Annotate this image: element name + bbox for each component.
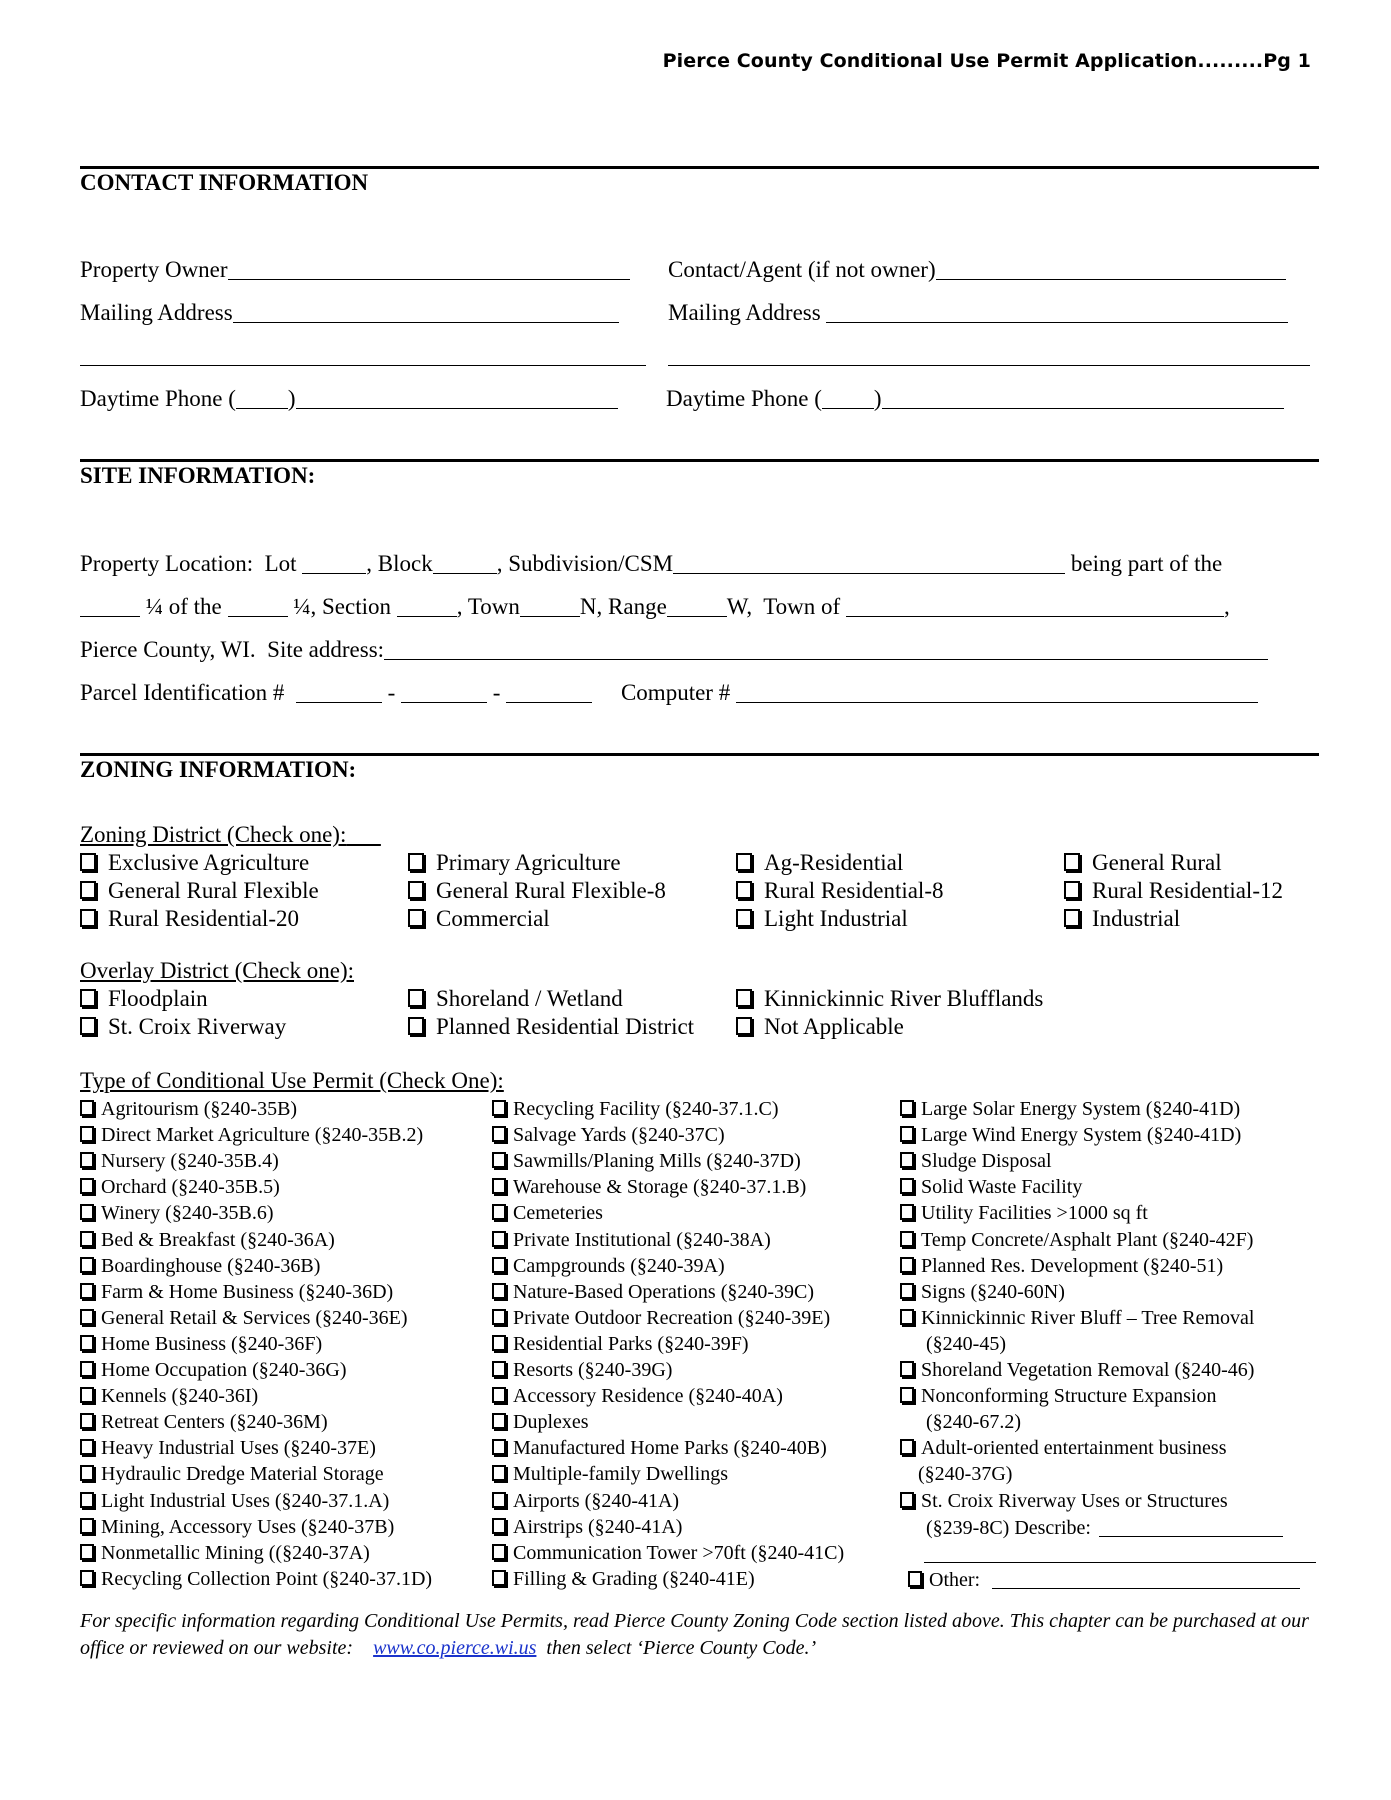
option-label: Campgrounds (§240-39A) bbox=[513, 1254, 725, 1277]
checkbox-icon[interactable] bbox=[80, 1570, 94, 1586]
cup-type-option[interactable] bbox=[492, 1307, 830, 1330]
overlay-district-option[interactable] bbox=[408, 986, 623, 1012]
property-location-row: Property Location: Lot , Block , Subdivision/CSM being part of the bbox=[80, 551, 1223, 576]
other-input[interactable] bbox=[992, 1568, 1300, 1589]
parcel-id-part1-input[interactable] bbox=[296, 679, 382, 703]
property-owner-label: Property Owner bbox=[80, 257, 228, 282]
block-input[interactable] bbox=[433, 550, 497, 574]
cup-type-option[interactable] bbox=[908, 1568, 1300, 1592]
option-label: Home Business (§240-36F) bbox=[101, 1332, 323, 1355]
zoning-district-option[interactable] bbox=[736, 878, 944, 904]
area-code-right-input[interactable] bbox=[822, 385, 874, 409]
checkbox-icon[interactable] bbox=[736, 1017, 752, 1035]
checkbox-icon[interactable] bbox=[80, 1204, 94, 1220]
section-divider bbox=[80, 166, 1319, 169]
cup-type-option[interactable] bbox=[80, 1202, 274, 1225]
checkbox-icon[interactable] bbox=[80, 881, 96, 899]
footer-note: For specific information regarding Conditional Use Permits, read Pierce County Zoning Code section listed above. This chapter can be purchased at our office or reviewed on our website: www.co.pierce.wi.us then select ‘Pierce County Code.’ bbox=[80, 1610, 1309, 1659]
cup-type-option[interactable] bbox=[900, 1490, 1228, 1513]
cup-type-option[interactable] bbox=[80, 1307, 408, 1330]
cup-type-option[interactable] bbox=[900, 1307, 1255, 1330]
zoning-district-option[interactable] bbox=[408, 850, 621, 876]
option-label: Large Wind Energy System (§240-41D) bbox=[921, 1124, 1242, 1147]
overlay-district-label: Overlay District (Check one): bbox=[80, 958, 354, 983]
checkbox-icon[interactable] bbox=[80, 1126, 94, 1142]
cup-type-option[interactable] bbox=[492, 1124, 725, 1147]
mailing-address-left-input[interactable] bbox=[233, 299, 619, 323]
zoning-district-option[interactable] bbox=[1064, 906, 1180, 932]
cup-type-option[interactable] bbox=[900, 1255, 1223, 1278]
section-town-range-row: ¼ of the ¼, Section , Town N, Range W, Town of , bbox=[80, 593, 1230, 620]
daytime-phone-left-field[interactable]: Daytime Phone ( ) bbox=[80, 385, 618, 412]
checkbox-icon[interactable] bbox=[80, 1544, 94, 1560]
overlay-district-option[interactable] bbox=[736, 1014, 904, 1040]
checkbox-icon[interactable] bbox=[80, 1518, 94, 1534]
option-label: Ag-Residential bbox=[764, 850, 904, 875]
option-label: Not Applicable bbox=[764, 1014, 904, 1039]
cup-type-option[interactable] bbox=[900, 1124, 1241, 1147]
daytime-phone-right-input[interactable] bbox=[882, 385, 1284, 409]
option-label: Filling & Grading (§240-41E) bbox=[513, 1567, 755, 1590]
cup-type-option[interactable] bbox=[80, 1568, 432, 1591]
cup-type-option[interactable] bbox=[900, 1202, 1148, 1225]
cup-type-option[interactable] bbox=[900, 1229, 1253, 1252]
cup-type-option[interactable] bbox=[492, 1385, 783, 1408]
overlay-district-option[interactable] bbox=[80, 986, 208, 1012]
checkbox-icon[interactable] bbox=[900, 1231, 914, 1247]
option-label: Shoreland Vegetation Removal (§240-46) bbox=[921, 1359, 1255, 1381]
checkbox-icon[interactable] bbox=[80, 1257, 94, 1273]
checkbox-icon[interactable] bbox=[80, 1465, 94, 1481]
checkbox-icon[interactable] bbox=[492, 1283, 506, 1299]
property-owner-input[interactable] bbox=[228, 256, 630, 280]
cup-type-option[interactable] bbox=[80, 1516, 394, 1539]
describe-input-line2[interactable] bbox=[924, 1542, 1316, 1563]
option-label: St. Croix Riverway Uses or Structures bbox=[921, 1489, 1228, 1512]
describe-input[interactable] bbox=[1099, 1516, 1283, 1537]
town-input[interactable] bbox=[520, 593, 580, 617]
checkbox-icon[interactable] bbox=[492, 1204, 506, 1220]
checkbox-icon[interactable] bbox=[492, 1309, 506, 1325]
computer-number-input[interactable] bbox=[736, 679, 1258, 703]
range-input[interactable] bbox=[667, 593, 727, 617]
option-label: Bed & Breakfast (§240-36A) bbox=[101, 1228, 335, 1251]
mailing-address-left-field[interactable] bbox=[80, 299, 619, 326]
town-of-input[interactable] bbox=[846, 593, 1224, 617]
option-label: Airports (§240-41A) bbox=[513, 1489, 680, 1512]
option-label: Commercial bbox=[436, 906, 550, 931]
zoning-section-title: ZONING INFORMATION: bbox=[80, 757, 357, 782]
cup-type-option[interactable] bbox=[492, 1281, 814, 1304]
checkbox-icon[interactable] bbox=[80, 1100, 94, 1116]
zoning-district-option[interactable] bbox=[80, 878, 319, 904]
parcel-row: Parcel Identification # - - Computer # bbox=[80, 679, 1258, 706]
cup-type-option[interactable] bbox=[80, 1463, 384, 1486]
checkbox-icon[interactable] bbox=[900, 1283, 914, 1299]
checkbox-icon[interactable] bbox=[492, 1100, 506, 1116]
checkbox-icon[interactable] bbox=[900, 1126, 914, 1142]
option-label: Mining, Accessory Uses (§240-37B) bbox=[101, 1515, 395, 1538]
contact-agent-field[interactable] bbox=[668, 256, 1286, 283]
checkbox-icon[interactable] bbox=[1064, 881, 1080, 899]
property-owner-field[interactable] bbox=[80, 256, 630, 283]
cup-section-ref: (§240-45) bbox=[926, 1332, 1006, 1355]
cup-type-option[interactable] bbox=[900, 1281, 1065, 1304]
option-label: Large Solar Energy System (§240-41D) bbox=[921, 1098, 1241, 1120]
checkbox-icon[interactable] bbox=[80, 1231, 94, 1247]
parcel-id-part2-input[interactable] bbox=[401, 679, 487, 703]
checkbox-icon[interactable] bbox=[492, 1413, 506, 1429]
option-label: Light Industrial bbox=[764, 906, 908, 931]
cup-section-ref: (§239-8C) Describe: bbox=[926, 1516, 1283, 1540]
checkbox-icon[interactable] bbox=[492, 1387, 506, 1403]
option-label: Light Industrial Uses (§240-37.1.A) bbox=[101, 1489, 390, 1512]
checkbox-icon[interactable] bbox=[492, 1570, 506, 1586]
zoning-district-option[interactable] bbox=[1064, 850, 1222, 876]
cup-type-option[interactable] bbox=[492, 1542, 844, 1565]
option-label: Other: bbox=[929, 1568, 981, 1591]
cup-type-option[interactable] bbox=[900, 1176, 1082, 1199]
option-label: Shoreland / Wetland bbox=[436, 986, 623, 1011]
checkbox-icon[interactable] bbox=[908, 1571, 922, 1587]
option-label: Private Outdoor Recreation (§240-39E) bbox=[513, 1306, 831, 1329]
option-label: Solid Waste Facility bbox=[921, 1176, 1083, 1199]
checkbox-icon[interactable] bbox=[408, 1017, 424, 1035]
option-label: General Rural Flexible bbox=[108, 878, 319, 903]
subdivision-input[interactable] bbox=[673, 550, 1065, 574]
cup-type-option[interactable] bbox=[80, 1542, 370, 1565]
option-label: Kennels (§240-36I) bbox=[101, 1385, 259, 1408]
zoning-district-option[interactable] bbox=[408, 906, 550, 932]
option-label: Planned Residential District bbox=[436, 1014, 695, 1039]
section-divider bbox=[80, 753, 1319, 756]
checkbox-icon[interactable] bbox=[736, 881, 752, 899]
zoning-district-option[interactable] bbox=[736, 850, 903, 876]
mailing-address-left-line2-input[interactable] bbox=[80, 342, 646, 366]
checkbox-icon[interactable] bbox=[80, 989, 96, 1007]
option-label: Farm & Home Business (§240-36D) bbox=[101, 1280, 394, 1303]
checkbox-icon[interactable] bbox=[408, 853, 424, 871]
option-label: Adult-oriented entertainment business bbox=[921, 1437, 1227, 1460]
option-label: Heavy Industrial Uses (§240-37E) bbox=[101, 1437, 376, 1460]
mailing-address-right-label: Mailing Address bbox=[668, 300, 821, 325]
checkbox-icon[interactable] bbox=[1064, 909, 1080, 927]
cup-type-option[interactable] bbox=[492, 1516, 682, 1539]
checkbox-icon[interactable] bbox=[492, 1361, 506, 1377]
option-label: Primary Agriculture bbox=[436, 850, 621, 875]
checkbox-icon[interactable] bbox=[492, 1152, 506, 1168]
checkbox-icon[interactable] bbox=[492, 1231, 506, 1247]
site-address-row: Pierce County, WI. Site address: bbox=[80, 636, 1268, 663]
cup-type-option[interactable] bbox=[80, 1150, 279, 1173]
cup-type-option[interactable] bbox=[492, 1359, 672, 1382]
option-label: Direct Market Agriculture (§240-35B.2) bbox=[101, 1124, 424, 1147]
cup-type-option[interactable] bbox=[80, 1359, 347, 1382]
checkbox-icon[interactable] bbox=[80, 1492, 94, 1508]
option-label: Resorts (§240-39G) bbox=[513, 1359, 673, 1381]
option-label: Residential Parks (§240-39F) bbox=[513, 1332, 749, 1355]
cup-type-option[interactable] bbox=[492, 1568, 755, 1591]
checkbox-icon[interactable] bbox=[900, 1492, 914, 1508]
option-label: Recycling Facility (§240-37.1.C) bbox=[513, 1098, 779, 1120]
option-label: Nursery (§240-35B.4) bbox=[101, 1150, 279, 1173]
cup-section-ref: (§240-67.2) bbox=[926, 1411, 1021, 1434]
checkbox-icon[interactable] bbox=[80, 1152, 94, 1168]
option-label: Cemeteries bbox=[513, 1202, 603, 1225]
page-header: Pierce County Conditional Use Permit Application.........Pg 1 bbox=[662, 50, 1311, 72]
daytime-phone-right-field[interactable]: Daytime Phone ( ) bbox=[666, 385, 1284, 412]
zoning-district-option[interactable] bbox=[408, 878, 666, 904]
zoning-district-option[interactable] bbox=[736, 906, 908, 932]
option-label: Orchard (§240-35B.5) bbox=[101, 1176, 280, 1199]
option-label: Rural Residential-20 bbox=[108, 906, 299, 931]
checkbox-icon[interactable] bbox=[80, 1413, 94, 1429]
option-label: Agritourism (§240-35B) bbox=[101, 1098, 298, 1120]
daytime-phone-left-input[interactable] bbox=[296, 385, 618, 409]
contact-agent-label: Contact/Agent (if not owner) bbox=[668, 257, 936, 282]
option-label: Rural Residential-8 bbox=[764, 878, 944, 903]
checkbox-icon[interactable] bbox=[80, 1439, 94, 1455]
option-label: Temp Concrete/Asphalt Plant (§240-42F) bbox=[921, 1228, 1254, 1251]
checkbox-icon[interactable] bbox=[80, 1309, 94, 1325]
option-label: Manufactured Home Parks (§240-40B) bbox=[513, 1437, 827, 1460]
option-label: Planned Res. Development (§240-51) bbox=[921, 1254, 1224, 1277]
cup-type-option[interactable] bbox=[492, 1255, 725, 1278]
checkbox-icon[interactable] bbox=[492, 1335, 506, 1351]
cup-type-option[interactable] bbox=[80, 1333, 322, 1356]
mailing-address-right-input[interactable] bbox=[826, 299, 1288, 323]
checkbox-icon[interactable] bbox=[492, 1544, 506, 1560]
cup-type-option[interactable] bbox=[80, 1255, 320, 1278]
checkbox-icon[interactable] bbox=[80, 1017, 96, 1035]
cup-type-label: Type of Conditional Use Permit (Check One): bbox=[80, 1068, 504, 1093]
checkbox-icon[interactable] bbox=[492, 1439, 506, 1455]
option-label: Kinnickinnic River Bluff – Tree Removal bbox=[921, 1306, 1255, 1329]
cup-type-option[interactable] bbox=[80, 1385, 258, 1408]
checkbox-icon[interactable] bbox=[492, 1257, 506, 1273]
option-label: Boardinghouse (§240-36B) bbox=[101, 1254, 321, 1277]
checkbox-icon[interactable] bbox=[80, 1387, 94, 1403]
quarter-input-1[interactable] bbox=[80, 593, 140, 617]
option-label: General Retail & Services (§240-36E) bbox=[101, 1306, 408, 1329]
cup-type-option[interactable] bbox=[900, 1359, 1254, 1382]
checkbox-icon[interactable] bbox=[492, 1126, 506, 1142]
option-label: Warehouse & Storage (§240-37.1.B) bbox=[513, 1176, 807, 1199]
checkbox-icon[interactable] bbox=[80, 1283, 94, 1299]
option-label: Sludge Disposal bbox=[921, 1150, 1052, 1173]
option-label: Home Occupation (§240-36G) bbox=[101, 1359, 347, 1381]
zoning-district-option[interactable] bbox=[1064, 878, 1283, 904]
checkbox-icon[interactable] bbox=[900, 1387, 914, 1403]
parcel-id-part3-input[interactable] bbox=[506, 679, 592, 703]
cup-type-option[interactable] bbox=[492, 1229, 771, 1252]
option-label: Nonmetallic Mining ((§240-37A) bbox=[101, 1541, 370, 1564]
area-code-left-input[interactable] bbox=[236, 385, 288, 409]
option-label: Utility Facilities >1000 sq ft bbox=[921, 1202, 1148, 1225]
website-link[interactable]: www.co.pierce.wi.us bbox=[373, 1637, 537, 1659]
option-label: Nonconforming Structure Expansion bbox=[921, 1385, 1217, 1408]
checkbox-icon[interactable] bbox=[900, 1361, 914, 1377]
checkbox-icon[interactable] bbox=[736, 989, 752, 1007]
option-label: General Rural Flexible-8 bbox=[436, 878, 666, 903]
option-label: Salvage Yards (§240-37C) bbox=[513, 1124, 725, 1147]
cup-type-option[interactable] bbox=[80, 1176, 280, 1199]
mailing-address-right-line2-input[interactable] bbox=[668, 342, 1310, 366]
mailing-address-right-field[interactable] bbox=[668, 299, 1288, 326]
option-label: Duplexes bbox=[513, 1411, 589, 1434]
cup-type-option[interactable] bbox=[80, 1490, 389, 1513]
mailing-address-left-label: Mailing Address bbox=[80, 300, 233, 325]
checkbox-icon[interactable] bbox=[900, 1309, 914, 1325]
zoning-district-option[interactable] bbox=[80, 906, 299, 932]
option-label: Signs (§240-60N) bbox=[921, 1280, 1065, 1303]
checkbox-icon[interactable] bbox=[492, 1178, 506, 1194]
checkbox-icon[interactable] bbox=[900, 1257, 914, 1273]
checkbox-icon[interactable] bbox=[492, 1518, 506, 1534]
site-section-title: SITE INFORMATION: bbox=[80, 463, 316, 488]
cup-type-option[interactable] bbox=[492, 1411, 589, 1434]
checkbox-icon[interactable] bbox=[80, 853, 96, 871]
cup-type-option[interactable] bbox=[900, 1385, 1217, 1408]
cup-type-option[interactable] bbox=[900, 1098, 1240, 1121]
cup-type-option[interactable] bbox=[492, 1490, 679, 1513]
cup-type-option[interactable] bbox=[900, 1150, 1052, 1173]
option-label: Private Institutional (§240-38A) bbox=[513, 1228, 771, 1251]
cup-type-option[interactable] bbox=[492, 1176, 806, 1199]
overlay-district-option[interactable] bbox=[736, 986, 1043, 1012]
cup-type-option[interactable] bbox=[492, 1150, 801, 1173]
lot-input[interactable] bbox=[302, 550, 366, 574]
option-label: St. Croix Riverway bbox=[108, 1014, 287, 1039]
zoning-district-label: Zoning District (Check one): bbox=[80, 822, 347, 847]
overlay-district-option[interactable] bbox=[80, 1014, 286, 1040]
checkbox-icon[interactable] bbox=[80, 1361, 94, 1377]
checkbox-icon[interactable] bbox=[80, 909, 96, 927]
daytime-phone-right-label: Daytime Phone ( bbox=[666, 386, 822, 411]
contact-section-title: CONTACT INFORMATION bbox=[80, 170, 369, 195]
checkbox-icon[interactable] bbox=[80, 1178, 94, 1194]
option-label: Accessory Residence (§240-40A) bbox=[513, 1385, 783, 1408]
option-label: Communication Tower >70ft (§240-41C) bbox=[513, 1541, 845, 1564]
quarter-input-2[interactable] bbox=[228, 593, 288, 617]
checkbox-icon[interactable] bbox=[80, 1335, 94, 1351]
option-label: Floodplain bbox=[108, 986, 208, 1011]
option-label: Rural Residential-12 bbox=[1092, 878, 1283, 903]
checkbox-icon[interactable] bbox=[736, 853, 752, 871]
section-divider bbox=[80, 459, 1319, 462]
option-label: Nature-Based Operations (§240-39C) bbox=[513, 1280, 815, 1303]
option-label: Industrial bbox=[1092, 906, 1181, 931]
option-label: Multiple-family Dwellings bbox=[513, 1463, 728, 1486]
checkbox-icon[interactable] bbox=[900, 1439, 914, 1455]
cup-type-option[interactable] bbox=[492, 1098, 779, 1121]
section-input[interactable] bbox=[397, 593, 457, 617]
cup-type-option[interactable] bbox=[80, 1229, 335, 1252]
cup-type-option[interactable] bbox=[80, 1411, 328, 1434]
cup-type-option[interactable] bbox=[80, 1098, 297, 1121]
cup-type-option[interactable] bbox=[80, 1124, 423, 1147]
checkbox-icon[interactable] bbox=[408, 881, 424, 899]
cup-type-option[interactable] bbox=[900, 1437, 1226, 1460]
cup-type-option[interactable] bbox=[80, 1281, 393, 1304]
checkbox-icon[interactable] bbox=[1064, 853, 1080, 871]
option-label: Airstrips (§240-41A) bbox=[513, 1515, 683, 1538]
option-label: Winery (§240-35B.6) bbox=[101, 1202, 274, 1225]
cup-type-option[interactable] bbox=[492, 1437, 827, 1460]
option-label: Hydraulic Dredge Material Storage bbox=[101, 1463, 384, 1486]
site-address-input[interactable] bbox=[384, 636, 1268, 660]
option-label: General Rural bbox=[1092, 850, 1222, 875]
option-label: Exclusive Agriculture bbox=[108, 850, 310, 875]
cup-type-option[interactable] bbox=[80, 1437, 376, 1460]
option-label: Retreat Centers (§240-36M) bbox=[101, 1411, 328, 1434]
cup-section-ref: (§240-37G) bbox=[918, 1463, 1013, 1486]
checkbox-icon[interactable] bbox=[900, 1204, 914, 1220]
zoning-district-option[interactable] bbox=[80, 850, 309, 876]
checkbox-icon[interactable] bbox=[900, 1152, 914, 1168]
checkbox-icon[interactable] bbox=[492, 1492, 506, 1508]
daytime-phone-left-label: Daytime Phone ( bbox=[80, 386, 236, 411]
overlay-district-option[interactable] bbox=[408, 1014, 694, 1040]
checkbox-icon[interactable] bbox=[736, 909, 752, 927]
cup-type-option[interactable] bbox=[492, 1333, 749, 1356]
cup-type-option[interactable] bbox=[492, 1202, 603, 1225]
cup-type-option[interactable] bbox=[492, 1463, 728, 1486]
checkbox-icon[interactable] bbox=[408, 909, 424, 927]
checkbox-icon[interactable] bbox=[408, 989, 424, 1007]
checkbox-icon[interactable] bbox=[900, 1178, 914, 1194]
checkbox-icon[interactable] bbox=[900, 1100, 914, 1116]
option-label: Kinnickinnic River Bluff​lands bbox=[764, 986, 1044, 1011]
option-label: Recycling Collection Point (§240-37.1D) bbox=[101, 1567, 433, 1590]
checkbox-icon[interactable] bbox=[492, 1465, 506, 1481]
contact-agent-input[interactable] bbox=[936, 256, 1286, 280]
option-label: Sawmills/Planing Mills (§240-37D) bbox=[513, 1150, 801, 1173]
